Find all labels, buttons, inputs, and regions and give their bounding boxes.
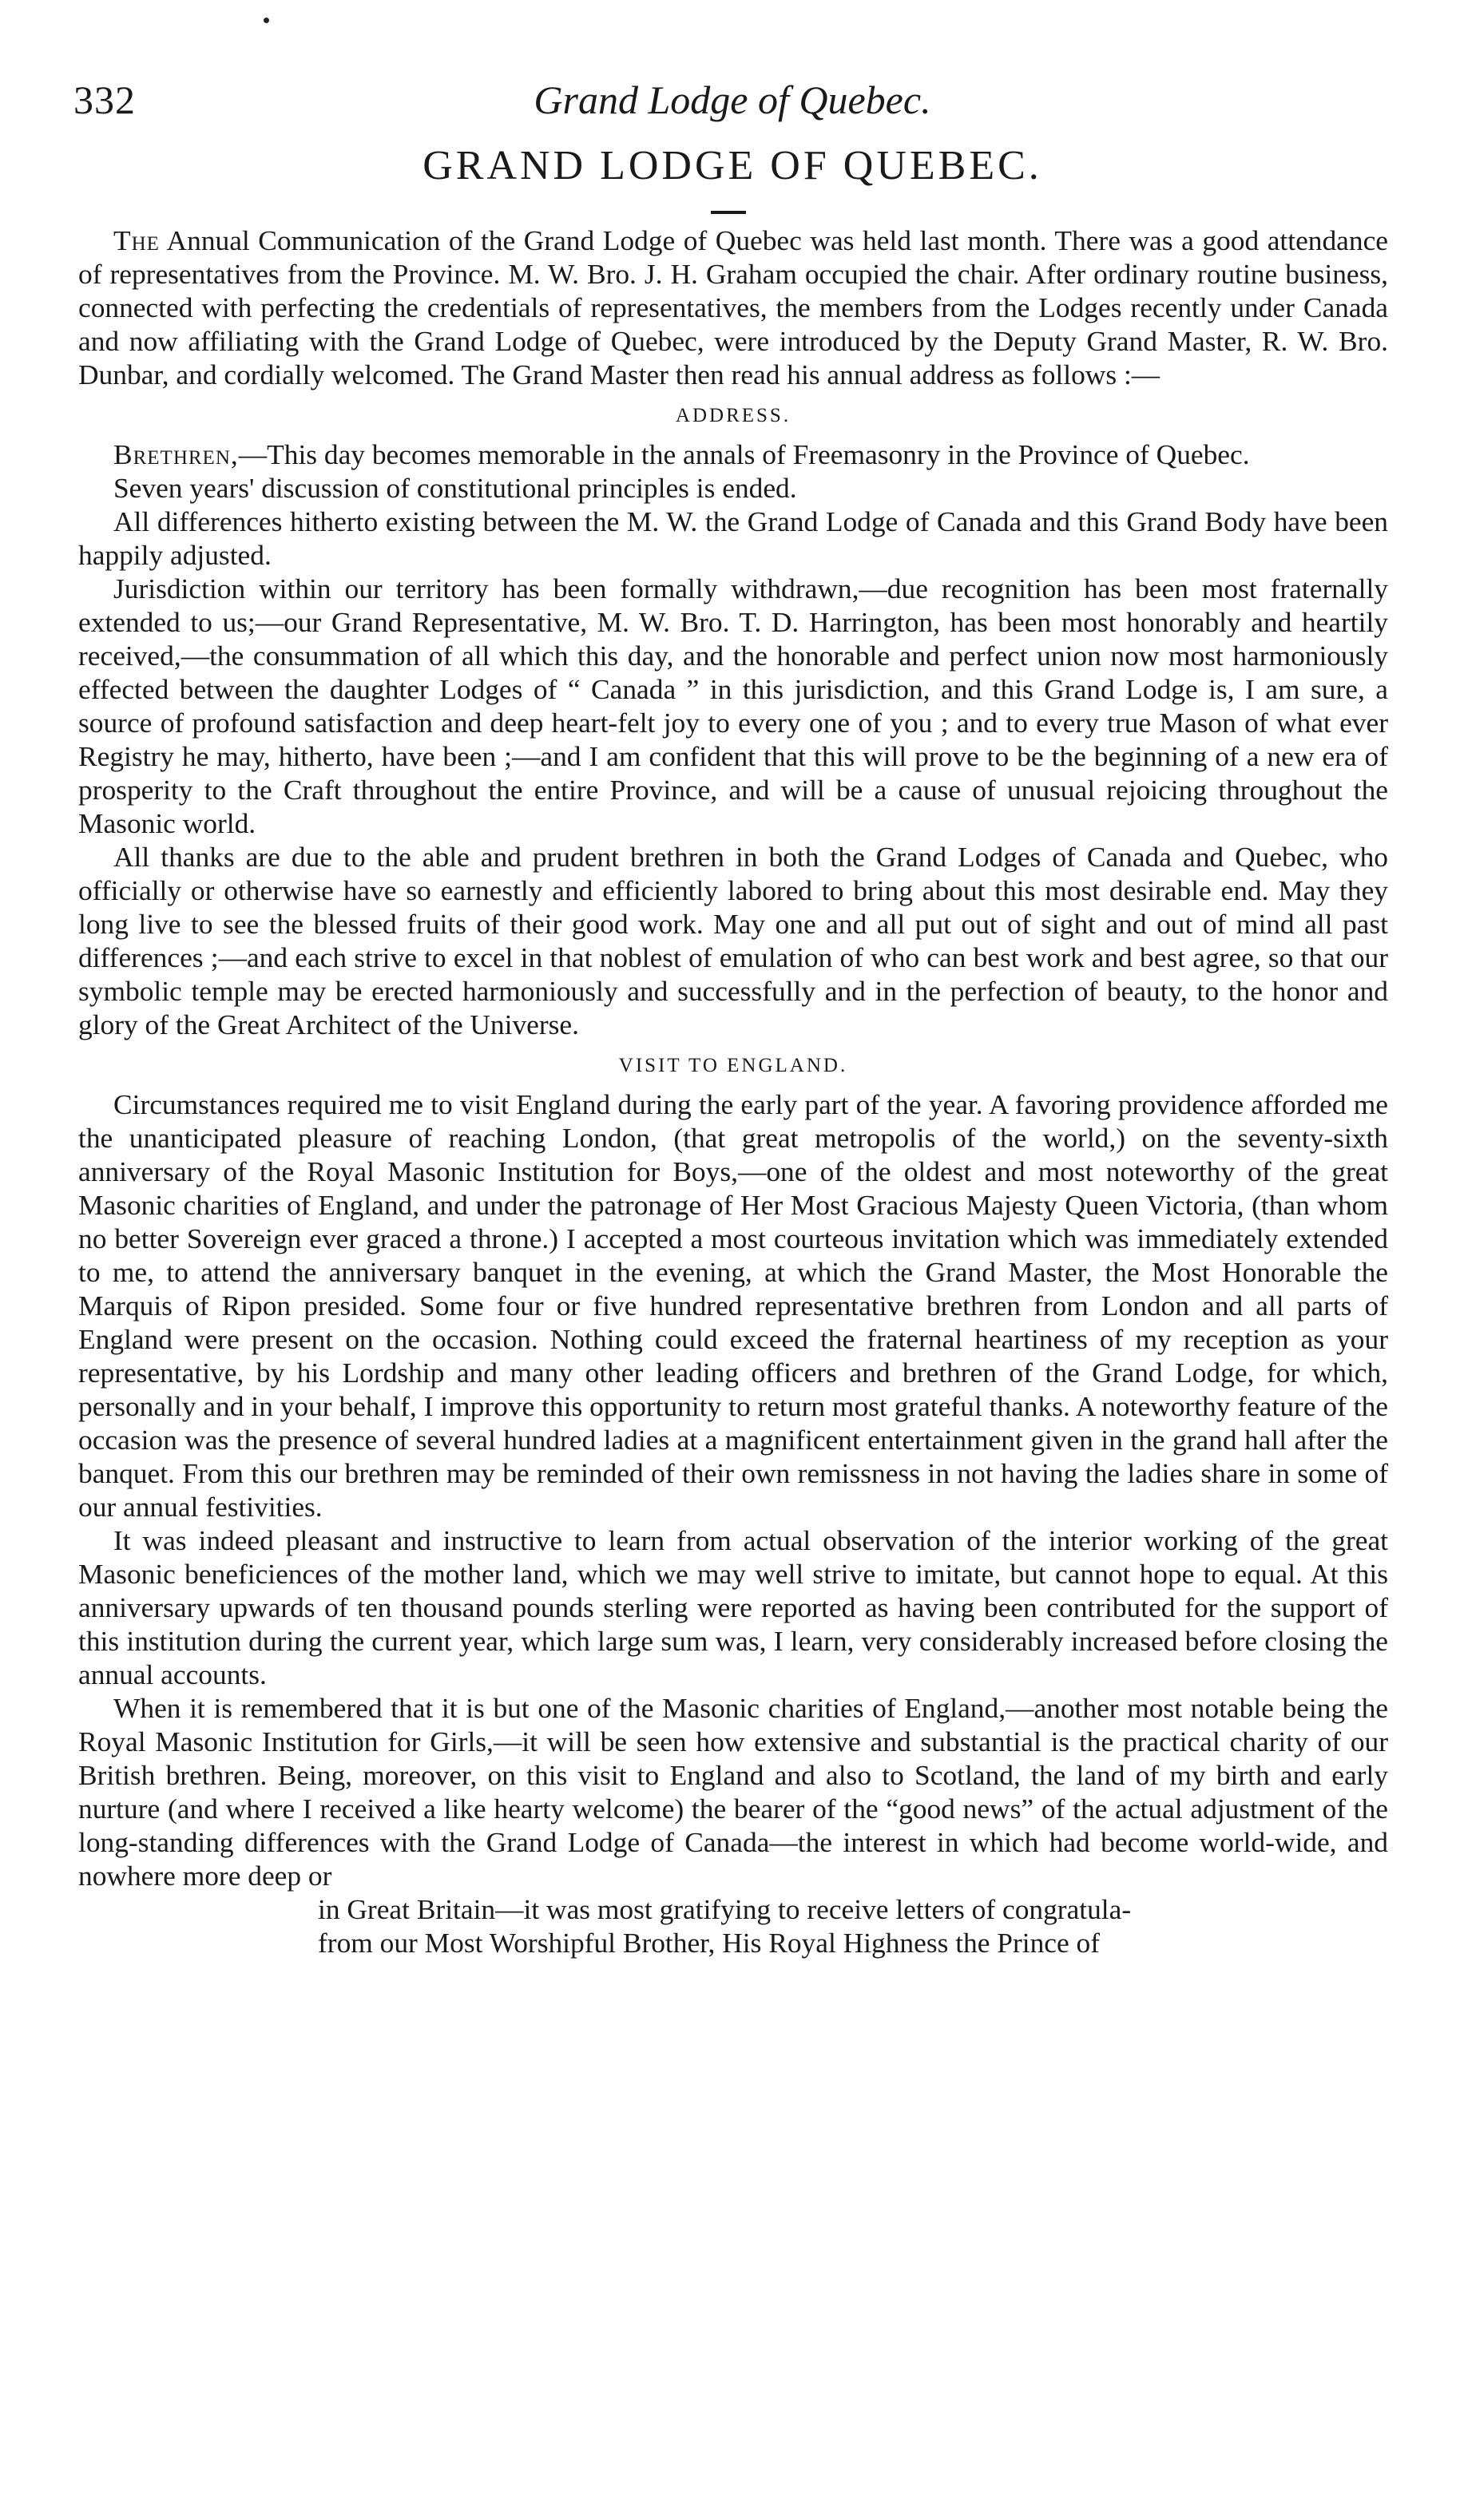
section-heading-address: ADDRESS. — [675, 405, 791, 426]
paragraph-text: Seven years' discussion of constitutional principles is ended. — [113, 472, 797, 504]
article-title: GRAND LODGE OF QUEBEC. — [423, 143, 1042, 188]
title-rule — [711, 211, 746, 214]
paragraph — [78, 505, 1388, 572]
continued-lines — [318, 1892, 1388, 1959]
visit-section — [78, 1088, 1388, 1892]
paragraph-text: Circumstances required me to visit England during the early part of the year. A favoring providence afforded me the unanticipated pleasure of reaching London, (that great metropolis of the world,) on the seventy-sixth anniversary of the Royal Masonic Institution for Boys,—one of the oldest and most noteworthy of the great Masonic charities of England, and under the patronage of Her Most Gracious Majesty Queen Victoria, (than whom no better Sovereign ever graced a throne.) I accepted a most courteous invitation which was immediately extended to me, to attend the anniversary banquet in the evening, at which the Grand Master, the Most Honorable the Marquis of Ripon presided. Some four or five hundred representative brethren from London and all parts of England were present on the occasion. Nothing could exceed the fraternal heartiness of my reception as your representative, by his Lordship and many other leading officers and brethren of the Grand Lodge, for which, personally and in your behalf, I improve this opportunity to return most grateful thanks. A noteworthy feature of the occasion was the presence of several hundred ladies at a magnificent entertainment given in the grand hall after the banquet. From this our brethren may be reminded of their own remissness in not having the ladies share in some of our annual festivities. — [78, 1088, 1388, 1523]
paragraph — [78, 1523, 1388, 1691]
page-number: 332 — [73, 77, 136, 122]
paragraph-text: Jurisdiction within our territory has been formally withdrawn,—due recognition has been most fraternally extended to us;—our Grand Representative, M. W. Bro. T. D. Harrington, has been most honorably and heartily received,—the consummation of all which this day, and the honorable and perfect union now most harmoniously effected between the daughter Lodges of “ Canada ” in this jurisdiction, and this Grand Lodge is, I am sure, a source of profound satisfaction and deep heart-felt joy to every one of you ; and to every true Mason of what ever Registry he may, hitherto, have been ;—and I am confident that this will prove to be the beginning of a new era of prosperity to the Craft throughout the entire Province, and will be a cause of unusual rejoicing throughout the Masonic world. — [78, 573, 1388, 839]
ink-speck — [264, 18, 269, 23]
paragraph-text: It was indeed pleasant and instructive to learn from actual observation of the interior working of the great Masonic beneficiences of the mother land, which we may well strive to imitate, but cannot hope to equal. At this anniversary upwards of ten thousand pounds sterling were reported as having been contributed for the support of this institution during the current year, which large sum was, I learn, very considerably increased before closing the annual accounts. — [78, 1524, 1388, 1690]
continued-line: from our Most Worshipful Brother, His Royal Highness the Prince of — [318, 1927, 1101, 1959]
paragraph-text: All differences hitherto existing between the M. W. the Grand Lodge of Canada and this Grand Body have been happily adjusted. — [78, 505, 1388, 571]
paragraph-text: —This day becomes memorable in the annals of Freemasonry in the Province of Quebec. — [238, 438, 1250, 470]
paragraph — [78, 1088, 1388, 1523]
paragraph-text: When it is remembered that it is but one of the Masonic charities of England,—another most notable being the Royal Masonic Institution for Girls,—it will be seen how extensive and substantial is the practical charity of our British brethren. Being, moreover, on this visit to England and also to Scotland, the land of my birth and early nurture (and where I received a like hearty welcome) the bearer of the “good news” of the actual adjustment of the long-standing differences with the Grand Lodge of Canada—the interest in which had become world-wide, and nowhere more deep or — [78, 1692, 1388, 1892]
running-title: Grand Lodge of Quebec. — [534, 77, 931, 122]
continued-line: in Great Britain—it was most gratifying to receive letters of congratula- — [318, 1893, 1132, 1925]
paragraph-text: Annual Communication of the Grand Lodge of Quebec was held last month. There was a good attendance of representatives from the Province. M. W. Bro. J. H. Graham occupied the chair. After ordinary routine business, connected with perfecting the credentials of representatives, the members from the Lodges recently under Canada and now affiliating with the Grand Lodge of Quebec, were introduced by the Deputy Grand Master, R. W. Bro. Dunbar, and cordially welcomed. The Grand Master then read his annual address as follows :— — [78, 224, 1388, 390]
paragraph — [78, 840, 1388, 1041]
address-section — [78, 438, 1388, 1041]
paragraph — [78, 224, 1388, 391]
intro-section — [78, 224, 1388, 391]
paragraph-lead-word: The — [113, 224, 160, 256]
paragraph-lead-word: Brethren, — [113, 438, 239, 470]
paragraph — [78, 438, 1388, 471]
paragraph — [78, 471, 1388, 505]
page-header — [73, 77, 1391, 141]
paragraph-text: All thanks are due to the able and prudent brethren in both the Grand Lodges of Canada and Quebec, who officially or otherwise have so earnestly and efficiently labored to bring about this most desirable end. May they long live to see the blessed fruits of their good work. May one and all put out of sight and out of mind all past differences ;—and each strive to excel in that noblest of emulation of who can best work and best agree, so that our symbolic temple may be erected harmoniously and successfully and in the perfection of beauty, to the honor and glory of the Great Architect of the Universe. — [78, 841, 1388, 1040]
article-body — [78, 224, 1388, 1959]
paragraph — [78, 1691, 1388, 1892]
paragraph — [78, 572, 1388, 840]
section-heading-visit: VISIT TO ENGLAND. — [618, 1055, 848, 1076]
